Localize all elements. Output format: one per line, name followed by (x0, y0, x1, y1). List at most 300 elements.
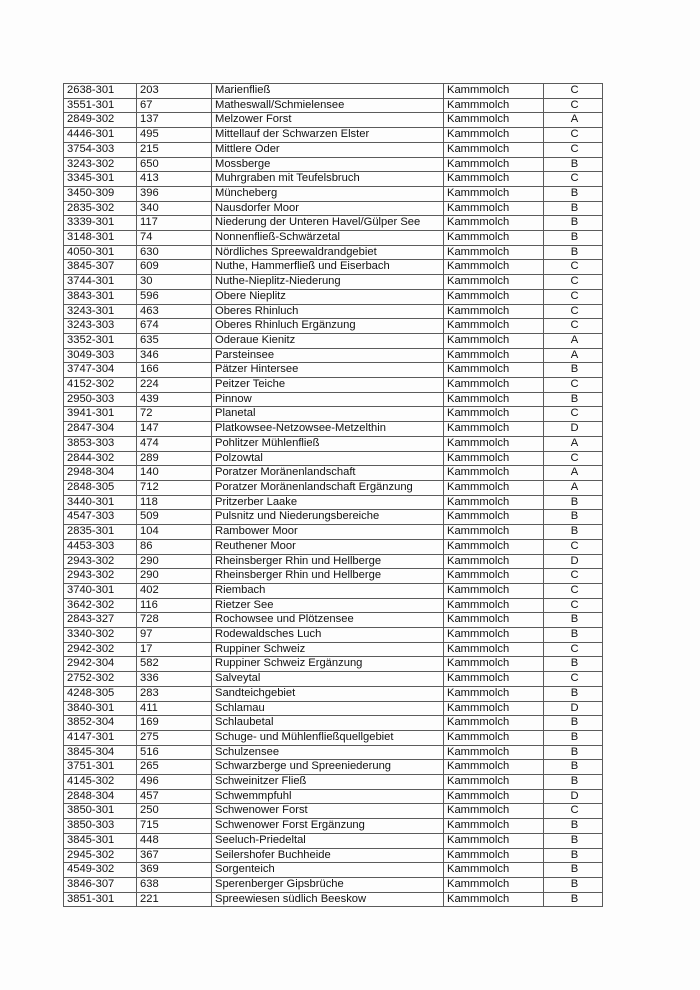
site-code-cell: 3642-302 (64, 598, 137, 613)
species-cell: Kammmolch (444, 877, 544, 892)
site-name-cell: Oberes Rhinluch (212, 304, 444, 319)
site-code-cell: 2943-302 (64, 569, 137, 584)
site-code-cell: 2942-302 (64, 642, 137, 657)
grade-cell: D (544, 554, 603, 569)
site-number-cell: 402 (137, 583, 212, 598)
site-name-cell: Poratzer Moränenlandschaft (212, 466, 444, 481)
species-cell: Kammmolch (444, 833, 544, 848)
site-number-cell: 215 (137, 142, 212, 157)
table-row (64, 863, 603, 878)
grade-cell: B (544, 745, 603, 760)
site-number-cell: 290 (137, 569, 212, 584)
species-cell: Kammmolch (444, 157, 544, 172)
species-cell: Kammmolch (444, 657, 544, 672)
grade-cell: D (544, 789, 603, 804)
site-name-cell: Schweinitzer Fließ (212, 775, 444, 790)
site-code-cell: 4050-301 (64, 245, 137, 260)
site-name-cell: Schwarzberge und Spreeniederung (212, 760, 444, 775)
grade-cell: C (544, 172, 603, 187)
table-row (64, 98, 603, 113)
site-name-cell: Spreewiesen südlich Beeskow (212, 892, 444, 907)
table-row (64, 304, 603, 319)
grade-cell: D (544, 701, 603, 716)
site-number-cell: 635 (137, 333, 212, 348)
site-code-cell: 3345-301 (64, 172, 137, 187)
site-code-cell: 3846-307 (64, 877, 137, 892)
site-number-cell: 509 (137, 510, 212, 525)
site-name-cell: Rietzer See (212, 598, 444, 613)
grade-cell: C (544, 672, 603, 687)
species-cell: Kammmolch (444, 495, 544, 510)
grade-cell: A (544, 466, 603, 481)
site-code-cell: 3845-304 (64, 745, 137, 760)
table-row (64, 289, 603, 304)
site-name-cell: Pätzer Hintersee (212, 363, 444, 378)
grade-cell: C (544, 260, 603, 275)
site-number-cell: 396 (137, 186, 212, 201)
site-number-cell: 166 (137, 363, 212, 378)
table-row (64, 701, 603, 716)
species-cell: Kammmolch (444, 892, 544, 907)
site-number-cell: 411 (137, 701, 212, 716)
site-name-cell: Pritzerber Laake (212, 495, 444, 510)
table-row (64, 892, 603, 907)
species-cell: Kammmolch (444, 407, 544, 422)
species-cell: Kammmolch (444, 378, 544, 393)
site-name-cell: Nuthe-Nieplitz-Niederung (212, 275, 444, 290)
species-cell: Kammmolch (444, 319, 544, 334)
site-number-cell: 496 (137, 775, 212, 790)
site-code-cell: 4547-303 (64, 510, 137, 525)
grade-cell: B (544, 495, 603, 510)
grade-cell: B (544, 657, 603, 672)
site-name-cell: Nausdorfer Moor (212, 201, 444, 216)
site-name-cell: Platkowsee-Netzowsee-Metzelthin (212, 422, 444, 437)
table-row (64, 231, 603, 246)
table-row (64, 436, 603, 451)
table-row (64, 480, 603, 495)
table-row (64, 583, 603, 598)
species-cell: Kammmolch (444, 451, 544, 466)
table-row (64, 378, 603, 393)
table-row (64, 716, 603, 731)
grade-cell: C (544, 98, 603, 113)
species-cell: Kammmolch (444, 730, 544, 745)
site-name-cell: Ruppiner Schweiz (212, 642, 444, 657)
site-code-cell: 4446-301 (64, 128, 137, 143)
grade-cell: C (544, 598, 603, 613)
species-cell: Kammmolch (444, 863, 544, 878)
species-cell: Kammmolch (444, 201, 544, 216)
site-number-cell: 495 (137, 128, 212, 143)
grade-cell: B (544, 819, 603, 834)
table-row (64, 672, 603, 687)
grade-cell: C (544, 642, 603, 657)
grade-cell: C (544, 407, 603, 422)
site-number-cell: 104 (137, 525, 212, 540)
table-row (64, 172, 603, 187)
species-cell: Kammmolch (444, 569, 544, 584)
table-row (64, 216, 603, 231)
site-number-cell: 712 (137, 480, 212, 495)
table-row (64, 804, 603, 819)
site-code-cell: 3740-301 (64, 583, 137, 598)
grade-cell: B (544, 510, 603, 525)
site-code-cell: 2844-302 (64, 451, 137, 466)
site-code-cell: 2848-305 (64, 480, 137, 495)
grade-cell: C (544, 583, 603, 598)
site-number-cell: 74 (137, 231, 212, 246)
site-number-cell: 86 (137, 539, 212, 554)
site-name-cell: Mittlere Oder (212, 142, 444, 157)
table-row (64, 525, 603, 540)
grade-cell: B (544, 775, 603, 790)
site-name-cell: Seilershofer Buchheide (212, 848, 444, 863)
table-row (64, 363, 603, 378)
table-row (64, 407, 603, 422)
species-cell: Kammmolch (444, 598, 544, 613)
species-cell: Kammmolch (444, 333, 544, 348)
table-row (64, 348, 603, 363)
table-body (64, 84, 603, 907)
grade-cell: B (544, 863, 603, 878)
site-number-cell: 289 (137, 451, 212, 466)
grade-cell: B (544, 848, 603, 863)
site-code-cell: 2848-304 (64, 789, 137, 804)
site-number-cell: 97 (137, 628, 212, 643)
site-code-cell: 3049-303 (64, 348, 137, 363)
site-name-cell: Schulzensee (212, 745, 444, 760)
site-number-cell: 728 (137, 613, 212, 628)
site-code-cell: 4152-302 (64, 378, 137, 393)
table-row (64, 495, 603, 510)
site-code-cell: 3851-301 (64, 892, 137, 907)
table-row (64, 877, 603, 892)
species-cell: Kammmolch (444, 510, 544, 525)
site-number-cell: 638 (137, 877, 212, 892)
site-name-cell: Nonnenfließ-Schwärzetal (212, 231, 444, 246)
table-row (64, 613, 603, 628)
site-number-cell: 250 (137, 804, 212, 819)
site-number-cell: 369 (137, 863, 212, 878)
habitat-sites-table (63, 83, 603, 907)
site-code-cell: 3845-307 (64, 260, 137, 275)
site-name-cell: Schwenower Forst (212, 804, 444, 819)
species-cell: Kammmolch (444, 480, 544, 495)
site-code-cell: 2843-327 (64, 613, 137, 628)
site-code-cell: 2638-301 (64, 84, 137, 99)
grade-cell: C (544, 84, 603, 99)
site-number-cell: 630 (137, 245, 212, 260)
table-row (64, 186, 603, 201)
species-cell: Kammmolch (444, 172, 544, 187)
species-cell: Kammmolch (444, 275, 544, 290)
site-code-cell: 4145-302 (64, 775, 137, 790)
site-name-cell: Poratzer Moränenlandschaft Ergänzung (212, 480, 444, 495)
species-cell: Kammmolch (444, 186, 544, 201)
table-row (64, 745, 603, 760)
site-name-cell: Seeluch-Priedeltal (212, 833, 444, 848)
grade-cell: C (544, 451, 603, 466)
site-number-cell: 340 (137, 201, 212, 216)
table-row (64, 275, 603, 290)
site-name-cell: Melzower Forst (212, 113, 444, 128)
site-number-cell: 116 (137, 598, 212, 613)
grade-cell: C (544, 275, 603, 290)
table-row (64, 451, 603, 466)
site-name-cell: Rodewaldsches Luch (212, 628, 444, 643)
species-cell: Kammmolch (444, 392, 544, 407)
species-cell: Kammmolch (444, 701, 544, 716)
table-row (64, 569, 603, 584)
site-number-cell: 221 (137, 892, 212, 907)
grade-cell: B (544, 392, 603, 407)
site-code-cell: 4248-305 (64, 686, 137, 701)
site-number-cell: 118 (137, 495, 212, 510)
species-cell: Kammmolch (444, 760, 544, 775)
table-row (64, 686, 603, 701)
site-number-cell: 367 (137, 848, 212, 863)
site-code-cell: 3850-301 (64, 804, 137, 819)
site-number-cell: 224 (137, 378, 212, 393)
table-row (64, 789, 603, 804)
grade-cell: C (544, 289, 603, 304)
site-number-cell: 457 (137, 789, 212, 804)
site-code-cell: 3754-303 (64, 142, 137, 157)
site-number-cell: 596 (137, 289, 212, 304)
species-cell: Kammmolch (444, 245, 544, 260)
site-name-cell: Riembach (212, 583, 444, 598)
site-code-cell: 2948-304 (64, 466, 137, 481)
site-name-cell: Schlamau (212, 701, 444, 716)
species-cell: Kammmolch (444, 216, 544, 231)
grade-cell: B (544, 186, 603, 201)
species-cell: Kammmolch (444, 113, 544, 128)
site-number-cell: 140 (137, 466, 212, 481)
species-cell: Kammmolch (444, 260, 544, 275)
site-name-cell: Mittellauf der Schwarzen Elster (212, 128, 444, 143)
site-code-cell: 3747-304 (64, 363, 137, 378)
grade-cell: D (544, 422, 603, 437)
species-cell: Kammmolch (444, 848, 544, 863)
grade-cell: C (544, 319, 603, 334)
site-number-cell: 463 (137, 304, 212, 319)
site-code-cell: 2945-302 (64, 848, 137, 863)
table-row (64, 760, 603, 775)
table-row (64, 598, 603, 613)
site-code-cell: 2835-302 (64, 201, 137, 216)
site-code-cell: 3751-301 (64, 760, 137, 775)
table-row (64, 539, 603, 554)
site-code-cell: 3843-301 (64, 289, 137, 304)
table-row (64, 319, 603, 334)
site-name-cell: Nuthe, Hammerfließ und Eiserbach (212, 260, 444, 275)
grade-cell: C (544, 142, 603, 157)
site-name-cell: Ruppiner Schweiz Ergänzung (212, 657, 444, 672)
site-name-cell: Polzowtal (212, 451, 444, 466)
species-cell: Kammmolch (444, 642, 544, 657)
site-number-cell: 117 (137, 216, 212, 231)
site-name-cell: Matheswall/Schmielensee (212, 98, 444, 113)
grade-cell: B (544, 760, 603, 775)
grade-cell: B (544, 877, 603, 892)
site-name-cell: Planetal (212, 407, 444, 422)
species-cell: Kammmolch (444, 289, 544, 304)
grade-cell: A (544, 113, 603, 128)
site-number-cell: 582 (137, 657, 212, 672)
site-name-cell: Schwemmpfuhl (212, 789, 444, 804)
species-cell: Kammmolch (444, 686, 544, 701)
table-row (64, 848, 603, 863)
species-cell: Kammmolch (444, 363, 544, 378)
table-row (64, 128, 603, 143)
table-row (64, 84, 603, 99)
site-name-cell: Rochowsee und Plötzensee (212, 613, 444, 628)
grade-cell: B (544, 686, 603, 701)
site-number-cell: 346 (137, 348, 212, 363)
species-cell: Kammmolch (444, 422, 544, 437)
table-row (64, 628, 603, 643)
species-cell: Kammmolch (444, 436, 544, 451)
site-name-cell: Marienfließ (212, 84, 444, 99)
table-row (64, 657, 603, 672)
site-code-cell: 3551-301 (64, 98, 137, 113)
grade-cell: B (544, 730, 603, 745)
table-row (64, 833, 603, 848)
site-code-cell: 3243-303 (64, 319, 137, 334)
grade-cell: B (544, 157, 603, 172)
site-name-cell: Sandteichgebiet (212, 686, 444, 701)
table-row (64, 819, 603, 834)
site-number-cell: 203 (137, 84, 212, 99)
site-code-cell: 2943-302 (64, 554, 137, 569)
site-code-cell: 3243-302 (64, 157, 137, 172)
site-name-cell: Rheinsberger Rhin und Hellberge (212, 554, 444, 569)
site-number-cell: 516 (137, 745, 212, 760)
site-number-cell: 72 (137, 407, 212, 422)
species-cell: Kammmolch (444, 142, 544, 157)
site-name-cell: Nördliches Spreewaldrandgebiet (212, 245, 444, 260)
site-name-cell: Muhrgraben mit Teufelsbruch (212, 172, 444, 187)
site-number-cell: 147 (137, 422, 212, 437)
species-cell: Kammmolch (444, 583, 544, 598)
table-row (64, 201, 603, 216)
grade-cell: C (544, 304, 603, 319)
site-code-cell: 2849-302 (64, 113, 137, 128)
grade-cell: B (544, 363, 603, 378)
species-cell: Kammmolch (444, 804, 544, 819)
site-name-cell: Rheinsberger Rhin und Hellberge (212, 569, 444, 584)
species-cell: Kammmolch (444, 789, 544, 804)
site-number-cell: 275 (137, 730, 212, 745)
site-code-cell: 3243-301 (64, 304, 137, 319)
species-cell: Kammmolch (444, 84, 544, 99)
table-row (64, 157, 603, 172)
site-name-cell: Niederung der Unteren Havel/Gülper See (212, 216, 444, 231)
species-cell: Kammmolch (444, 304, 544, 319)
site-number-cell: 650 (137, 157, 212, 172)
site-name-cell: Schlaubetal (212, 716, 444, 731)
species-cell: Kammmolch (444, 613, 544, 628)
table-row (64, 333, 603, 348)
grade-cell: B (544, 216, 603, 231)
site-code-cell: 3852-304 (64, 716, 137, 731)
table-row (64, 260, 603, 275)
species-cell: Kammmolch (444, 348, 544, 363)
grade-cell: B (544, 716, 603, 731)
site-name-cell: Rambower Moor (212, 525, 444, 540)
site-name-cell: Sorgenteich (212, 863, 444, 878)
species-cell: Kammmolch (444, 672, 544, 687)
species-cell: Kammmolch (444, 628, 544, 643)
site-code-cell: 2942-304 (64, 657, 137, 672)
site-code-cell: 4147-301 (64, 730, 137, 745)
species-cell: Kammmolch (444, 128, 544, 143)
site-name-cell: Sperenberger Gipsbrüche (212, 877, 444, 892)
site-number-cell: 283 (137, 686, 212, 701)
site-number-cell: 17 (137, 642, 212, 657)
site-code-cell: 2950-303 (64, 392, 137, 407)
table-row (64, 554, 603, 569)
site-code-cell: 3744-301 (64, 275, 137, 290)
site-code-cell: 3845-301 (64, 833, 137, 848)
site-number-cell: 290 (137, 554, 212, 569)
site-number-cell: 169 (137, 716, 212, 731)
site-code-cell: 3853-303 (64, 436, 137, 451)
grade-cell: B (544, 525, 603, 540)
site-name-cell: Obere Nieplitz (212, 289, 444, 304)
species-cell: Kammmolch (444, 716, 544, 731)
site-name-cell: Pulsnitz und Niederungsbereiche (212, 510, 444, 525)
grade-cell: C (544, 569, 603, 584)
species-cell: Kammmolch (444, 819, 544, 834)
species-cell: Kammmolch (444, 775, 544, 790)
table-row (64, 422, 603, 437)
table-row (64, 510, 603, 525)
grade-cell: A (544, 333, 603, 348)
site-code-cell: 4453-303 (64, 539, 137, 554)
site-code-cell: 4549-302 (64, 863, 137, 878)
table-row (64, 392, 603, 407)
site-code-cell: 3148-301 (64, 231, 137, 246)
species-cell: Kammmolch (444, 554, 544, 569)
site-code-cell: 3840-301 (64, 701, 137, 716)
table-row (64, 775, 603, 790)
site-number-cell: 674 (137, 319, 212, 334)
site-code-cell: 3339-301 (64, 216, 137, 231)
site-name-cell: Oderaue Kienitz (212, 333, 444, 348)
site-name-cell: Mossberge (212, 157, 444, 172)
grade-cell: A (544, 480, 603, 495)
site-name-cell: Salveytal (212, 672, 444, 687)
species-cell: Kammmolch (444, 98, 544, 113)
table-row (64, 730, 603, 745)
site-number-cell: 137 (137, 113, 212, 128)
site-number-cell: 439 (137, 392, 212, 407)
grade-cell: B (544, 231, 603, 246)
site-number-cell: 413 (137, 172, 212, 187)
site-name-cell: Oberes Rhinluch Ergänzung (212, 319, 444, 334)
table-row (64, 245, 603, 260)
grade-cell: B (544, 833, 603, 848)
site-name-cell: Reuthener Moor (212, 539, 444, 554)
grade-cell: B (544, 201, 603, 216)
site-number-cell: 609 (137, 260, 212, 275)
site-code-cell: 2847-304 (64, 422, 137, 437)
grade-cell: B (544, 628, 603, 643)
site-number-cell: 474 (137, 436, 212, 451)
grade-cell: C (544, 378, 603, 393)
